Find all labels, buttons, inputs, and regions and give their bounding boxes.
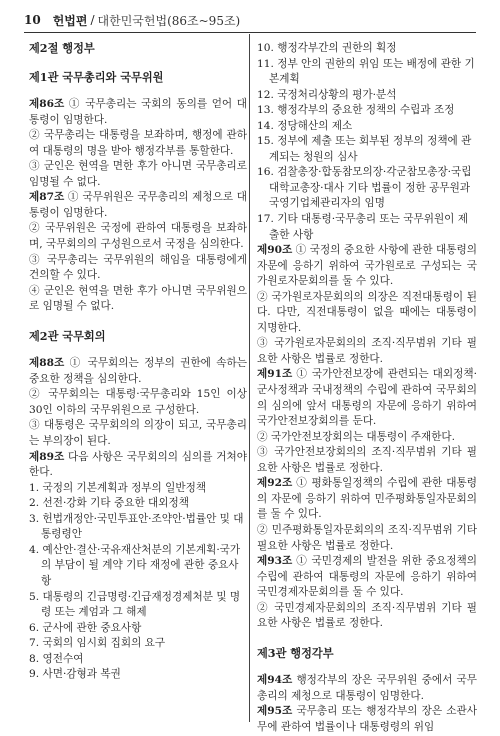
- article-number: 제89조: [29, 450, 65, 463]
- clause: ① 국정의 중요한 사항에 관한 대통령의 자문에 응하기 위하여 국가원로로 구성되는 국가원로자문회의를 둘 수 있다.: [257, 244, 477, 288]
- clause: ① 국가안전보장에 관련되는 대외정책·군사정책과 국내정책의 수립에 관하여 국무회의의 심의에 앞서 대통령의 자문에 응하기 위하여 국가안전보장회의를 둔다.: [257, 368, 477, 428]
- list-item: 12. 국정처리상황의 평가·분석: [257, 88, 397, 101]
- article-number: 제86조: [29, 98, 65, 111]
- list-item: 15. 정부에 제출 또는 회부된 정부의 정책에 관계되는 청원의 심사: [257, 135, 472, 163]
- clause: ② 민주평화통일자문회의의 조직·직무범위 기타 필요한 사항은 법률로 정한다.: [257, 523, 477, 552]
- clause: ① 국무위원은 국무총리의 제청으로 대통령이 임명한다.: [29, 191, 247, 219]
- article-95: [257, 704, 477, 735]
- clause: ④ 군인은 현역을 면한 후가 아니면 국무위원으로 임명될 수 없다.: [29, 284, 247, 313]
- article-94: [257, 673, 477, 704]
- list-item: 17. 기타 대통령·국무총리 또는 국무위원이 제출한 사항: [257, 213, 469, 241]
- article-86: [29, 97, 247, 128]
- clause: ① 국무총리는 국회의 동의를 얻어 대통령이 임명한다.: [29, 98, 248, 126]
- article-number: 제88조: [29, 357, 65, 370]
- article-number: 제93조: [257, 555, 293, 568]
- article-number: 제91조: [257, 368, 293, 381]
- list-item: 3. 헌법개정안·국민투표안·조약안·법률안 및 대통령령안: [29, 512, 244, 541]
- article-92: [257, 476, 477, 523]
- section-heading: 제2절 행정부: [29, 41, 95, 55]
- clause: ③ 대통령은 국무회의의 의장이 되고, 국무총리는 부의장이 된다.: [29, 419, 247, 448]
- article-89: [29, 450, 247, 481]
- clause: ② 국가안전보장회의는 대통령이 주재한다.: [257, 430, 456, 443]
- list-item: 13. 행정각부의 중요한 정책의 수립과 조정: [257, 104, 455, 117]
- article-91: [257, 367, 477, 429]
- clause: ① 국민경제의 발전을 위한 중요정책의 수립에 관하여 대통령의 자문에 응하기 위하여 국민경제자문회의를 둘 수 있다.: [257, 555, 477, 599]
- clause: ② 국무회의는 대통령·국무총리와 15인 이상 30인 이하의 국무위원으로 구성한다.: [29, 388, 247, 416]
- article-number: 제94조: [257, 674, 293, 687]
- running-header: [24, 8, 476, 33]
- list-item: 1. 국정의 기본계획과 정부의 일반정책: [29, 481, 207, 494]
- part-heading-3: 제3관 행정각부: [257, 645, 334, 660]
- article-text: 행정각부의 장은 국무위원 중에서 국무총리의 제청으로 대통령이 임명한다.: [257, 674, 477, 702]
- list-item: 4. 예산안·결산·국유재산처분의 기본계획·국가의 부담이 될 계약 기타 재정에 관한 중요사항: [29, 543, 241, 587]
- article-number: 제95조: [257, 705, 293, 718]
- clause: ① 국무회의는 정부의 권한에 속하는 중요한 정책을 심의한다.: [29, 357, 247, 385]
- clause: ③ 국무총리는 국무위원의 해임을 대통령에게 건의할 수 있다.: [29, 253, 247, 282]
- part-heading-2: 제2관 국무회의: [29, 328, 106, 343]
- clause: ② 국무총리는 대통령을 보좌하며, 행정에 관하여 대통령의 명을 받아 행정각부를 통할한다.: [29, 129, 247, 157]
- article-93: [257, 554, 477, 601]
- list-item: 6. 군사에 관한 중요사항: [29, 621, 142, 634]
- list-item: 11. 정부 안의 권한의 위임 또는 배정에 관한 기본계획: [257, 57, 475, 86]
- article-number: 제87조: [29, 191, 65, 204]
- article-intro: 다음 사항은 국무회의의 심의를 거쳐야 한다.: [29, 450, 247, 479]
- list-item: 8. 영전수여: [29, 652, 84, 665]
- clause: ③ 군인은 현역을 면한 후가 아니면 국무총리로 임명될 수 없다.: [29, 160, 247, 188]
- article-number: 제90조: [257, 244, 293, 257]
- clause: ① 평화통일정책의 수립에 관한 대통령의 자문에 응하기 위하여 민주평화통일자문회의를 둘 수 있다.: [257, 477, 477, 521]
- article-88: [29, 356, 247, 387]
- list-item: 5. 대통령의 긴급명령·긴급재정경제처분 및 명령 또는 계엄과 그 해제: [29, 590, 241, 619]
- article-90: [257, 243, 477, 290]
- article-text: 국무총리 또는 행정각부의 장은 소관사무에 관하여 법률이나 대통령령의 위임: [257, 705, 477, 733]
- list-item: 7. 국회의 임시회 집회의 요구: [29, 637, 166, 650]
- clause: ③ 국가안전보장회의의 조직·직무범위 기타 필요한 사항은 법률로 정한다.: [257, 446, 477, 474]
- clause: ② 국무위원은 국정에 관하여 대통령을 보좌하며, 국무회의의 구성원으로서 국정을 심의한다.: [29, 222, 247, 251]
- column-divider: [249, 34, 250, 722]
- list-item: 9. 사면·감형과 복권: [29, 668, 121, 681]
- header-separator: /: [90, 13, 95, 27]
- page-number: 10: [24, 13, 41, 27]
- book-title: 헌법편: [52, 13, 88, 28]
- list-item: 2. 선전·강화 기타 중요한 대외정책: [29, 497, 189, 510]
- clause: ② 국가원로자문회의의 의장은 직전대통령이 된다. 다만, 직전대통령이 없을 때에는 대통령이 지명한다.: [257, 290, 477, 334]
- list-item: 10. 행정각부간의 권한의 획정: [257, 42, 397, 54]
- left-column: [29, 41, 247, 683]
- header-subtitle: 대한민국헌법(86조~95조): [97, 13, 241, 28]
- article-87: [29, 190, 247, 221]
- list-item: 14. 정당해산의 제소: [257, 119, 353, 132]
- article-number: 제92조: [257, 477, 293, 490]
- part-heading-1: 제1관 국무총리와 국무위원: [29, 69, 164, 84]
- right-column: [257, 41, 477, 736]
- clause: ③ 국가원로자문회의의 조직·직무범위 기타 필요한 사항은 법률로 정한다.: [257, 337, 477, 365]
- clause: ② 국민경제자문회의의 조직·직무범위 기타 필요한 사항은 법률로 정한다.: [257, 601, 477, 630]
- list-item: 16. 검찰총장·합동참모의장·각군참모총장·국립대학교총장·대사 기타 법률이 정한 공무원과 국영기업체관리자의 임명: [257, 166, 472, 210]
